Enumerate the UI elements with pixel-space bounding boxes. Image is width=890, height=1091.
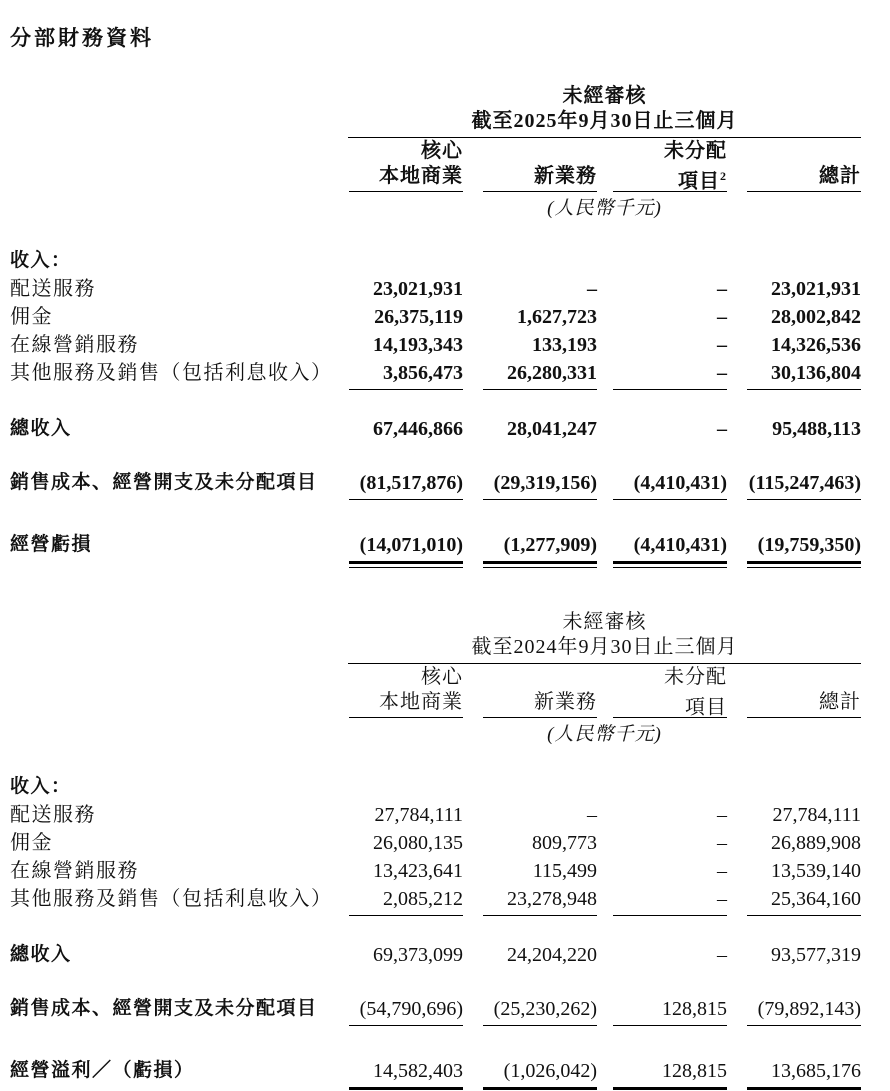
- sum-rule: [613, 389, 727, 393]
- column-rule: [613, 717, 727, 718]
- segment-table-2024: [10, 610, 890, 1091]
- sum-rule: [483, 1025, 597, 1029]
- result-double-rules: [10, 1087, 890, 1091]
- subtotal-rules: [10, 389, 890, 393]
- col-unallocated-items: 未分配 項目$^2$: [664, 140, 727, 193]
- column-rule: [613, 191, 727, 192]
- table-row-other-services: 其他服務及銷售（包括利息收入） 3,856,473 26,280,331 – 30,136,804: [10, 362, 861, 384]
- column-header-rules: [348, 717, 861, 718]
- result-double-rules: [10, 561, 890, 570]
- table-2025-rows: [10, 247, 890, 570]
- table-2025-header: [348, 84, 861, 221]
- sum-rule: [483, 389, 597, 393]
- unit-note: (人民幣千元): [547, 198, 662, 219]
- double-rule: [349, 1087, 463, 1091]
- audit-status: 未經審核: [562, 85, 647, 107]
- sum-rule: [349, 389, 463, 393]
- table-row-operating-profit-loss: 經營溢利／（虧損） 14,582,403 (1,026,042) 128,815 13,685,176: [10, 1060, 861, 1082]
- table-row-costs-expenses: 銷售成本、經營開支及未分配項目 (54,790,696) (25,230,262) 128,815 (79,892,143): [10, 998, 861, 1020]
- table-row-costs-expenses: 銷售成本、經營開支及未分配項目 (81,517,876) (29,319,156) (4,410,431) (115,247,463): [10, 472, 861, 494]
- table-row-commission: 佣金 26,080,135 809,773 – 26,889,908: [10, 832, 861, 854]
- sum-rule: [613, 915, 727, 919]
- column-header-rules: [348, 191, 861, 192]
- sum-rule: [613, 499, 727, 503]
- sum-rule: [747, 389, 861, 393]
- sum-rule: [613, 1025, 727, 1029]
- column-rule: [747, 717, 861, 718]
- col-new-initiatives: 新業務: [534, 691, 597, 713]
- column-headers: [348, 665, 861, 719]
- col-total: 總計: [819, 691, 861, 713]
- table-2024-header: [348, 610, 861, 747]
- column-rule: [483, 191, 597, 192]
- col-new-initiatives: 新業務: [534, 165, 597, 187]
- period-range: 截至2024年9月30日止三個月: [471, 636, 738, 658]
- unit-note: (人民幣千元): [547, 724, 662, 745]
- column-rule: [349, 191, 463, 192]
- table-row-operating-loss: 經營虧損 (14,071,010) (1,277,909) (4,410,431) (19,759,350): [10, 534, 861, 556]
- table-row-delivery: 配送服務 27,784,111 – – 27,784,111: [10, 804, 861, 826]
- col-total: 總計: [819, 165, 861, 187]
- table-row-commission: 佣金 26,375,119 1,627,723 – 28,002,842: [10, 306, 861, 328]
- period-range: 截至2025年9月30日止三個月: [471, 110, 738, 132]
- footnote-marker: 2: [720, 169, 727, 183]
- table-row-total-revenues: 總收入 69,373,099 24,204,220 – 93,577,319: [10, 944, 861, 966]
- double-rule: [349, 561, 463, 568]
- table-row-delivery: 配送服務 23,021,931 – – 23,021,931: [10, 278, 861, 300]
- segment-table-2025: [10, 84, 890, 570]
- column-rule: [747, 191, 861, 192]
- double-rule: [613, 561, 727, 568]
- subtotal-rules: [10, 915, 890, 919]
- header-rule: [348, 137, 861, 138]
- table-2024-rows: [10, 773, 890, 1091]
- double-rule: [483, 1087, 597, 1091]
- sum-rule: [349, 915, 463, 919]
- sum-rule: [747, 1025, 861, 1029]
- sum-rule: [483, 915, 597, 919]
- page-title: 分部財務資料: [10, 27, 154, 50]
- column-rule: [483, 717, 597, 718]
- sum-rule: [747, 915, 861, 919]
- section-row-revenues: 收入：: [10, 250, 72, 271]
- col-core-local-commerce: 核心 本地商業: [379, 140, 463, 187]
- sum-rule: [349, 1025, 463, 1029]
- double-rule: [747, 561, 861, 568]
- table-row-online-marketing: 在線營銷服務 13,423,641 115,499 – 13,539,140: [10, 860, 861, 882]
- column-rule: [349, 717, 463, 718]
- audit-status: 未經審核: [562, 611, 647, 633]
- sum-rule: [349, 499, 463, 503]
- section-row-revenues: 收入：: [10, 776, 72, 797]
- double-rule: [613, 1087, 727, 1091]
- sum-rule: [747, 499, 861, 503]
- double-rule: [483, 561, 597, 568]
- header-rule: [348, 663, 861, 664]
- expenses-rules: [10, 1025, 890, 1029]
- column-headers: [348, 139, 861, 193]
- double-rule: [747, 1087, 861, 1091]
- table-row-online-marketing: 在線營銷服務 14,193,343 133,193 – 14,326,536: [10, 334, 861, 356]
- col-unallocated-items: 未分配 項目: [664, 666, 727, 719]
- table-row-total-revenues: 總收入 67,446,866 28,041,247 – 95,488,113: [10, 418, 861, 440]
- col-core-local-commerce: 核心 本地商業: [379, 666, 463, 713]
- expenses-rules: [10, 499, 890, 503]
- sum-rule: [483, 499, 597, 503]
- table-row-other-services: 其他服務及銷售（包括利息收入） 2,085,212 23,278,948 – 25,364,160: [10, 888, 861, 910]
